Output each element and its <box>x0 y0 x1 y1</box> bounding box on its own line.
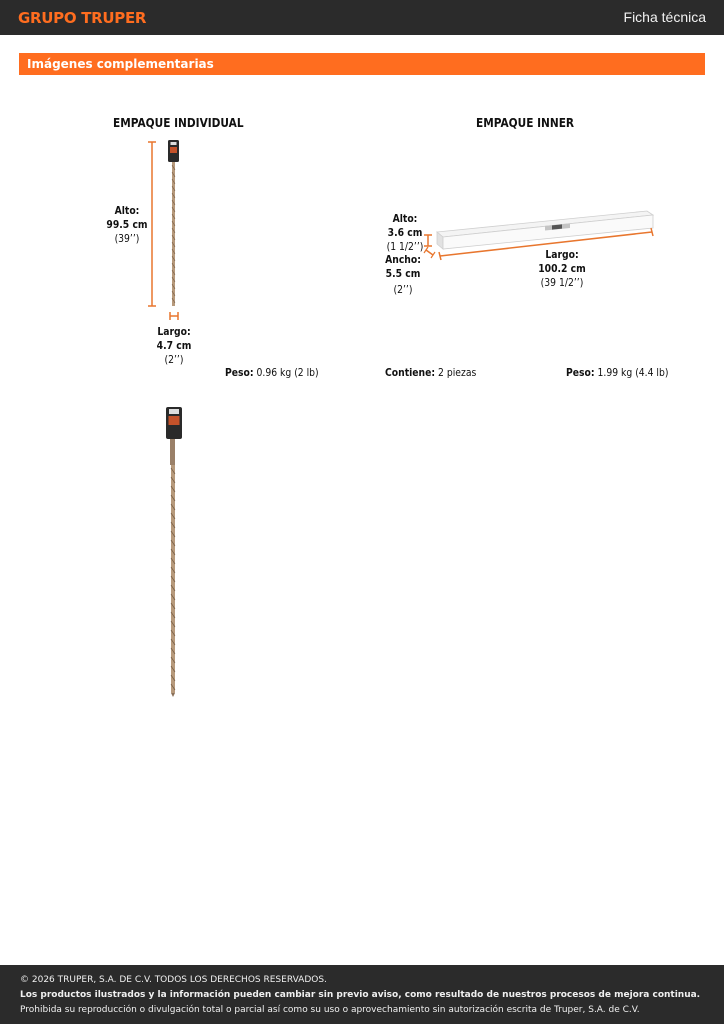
individual-package-image <box>168 140 179 306</box>
individual-height-title: Alto: <box>114 205 140 217</box>
individual-weight <box>225 367 319 379</box>
inner-contents-label: Contiene: <box>385 367 436 379</box>
footer <box>0 965 724 1024</box>
inner-contents-value: 2 piezas <box>438 367 477 379</box>
footer-prohibition: Prohibida su reproducción o divulgación total o parcial así como su uso o aprovechamiento sin autorización escrita de Truper, S.A. de C.V. <box>20 1005 640 1015</box>
inner-height-label <box>381 212 429 254</box>
inner-contents <box>385 367 476 379</box>
individual-height-cm: 99.5 cm <box>106 219 148 231</box>
individual-length-in: (2’’) <box>164 354 184 366</box>
inner-weight-label: Peso: <box>566 367 595 379</box>
section-title: Imágenes complementarias <box>27 57 214 71</box>
inner-length-title: Largo: <box>545 249 579 261</box>
drill-bit-image <box>166 407 182 697</box>
individual-height-label <box>103 204 151 246</box>
inner-width-label <box>379 253 427 295</box>
inner-width-in: (2’’) <box>393 284 413 296</box>
individual-length-title: Largo: <box>157 326 191 338</box>
individual-height-in: (39’’) <box>114 233 140 245</box>
inner-length-label <box>534 248 590 290</box>
inner-weight-value: 1.99 kg (4.4 lb) <box>597 367 669 379</box>
individual-weight-value: 0.96 kg (2 lb) <box>256 367 319 379</box>
brand-logo: GRUPO TRUPER <box>18 9 147 27</box>
inner-package-image <box>437 211 653 249</box>
document-type-label: Ficha técnica <box>623 9 706 25</box>
inner-height-title: Alto: <box>392 213 418 225</box>
inner-length-in: (39 1/2’’) <box>540 277 584 289</box>
inner-width-title: Ancho: <box>385 254 421 266</box>
individual-weight-label: Peso: <box>225 367 254 379</box>
individual-length-dimension-line <box>170 312 178 320</box>
inner-weight <box>566 367 668 379</box>
individual-package-title: EMPAQUE INDIVIDUAL <box>113 116 244 130</box>
inner-height-in: (1 1/2’’) <box>386 241 424 253</box>
footer-copyright: © 2026 TRUPER, S.A. DE C.V. TODOS LOS DERECHOS RESERVADOS. <box>20 975 327 985</box>
individual-length-label <box>150 325 198 367</box>
footer-notice: Los productos ilustrados y la información pueden cambiar sin previo aviso, como resultado de nuestros procesos de mejora continua. <box>20 990 701 1000</box>
inner-package-title: EMPAQUE INNER <box>476 116 575 130</box>
inner-height-cm: 3.6 cm <box>387 227 423 239</box>
inner-length-cm: 100.2 cm <box>538 263 586 275</box>
inner-width-cm: 5.5 cm <box>385 268 421 280</box>
individual-length-cm: 4.7 cm <box>156 340 192 352</box>
